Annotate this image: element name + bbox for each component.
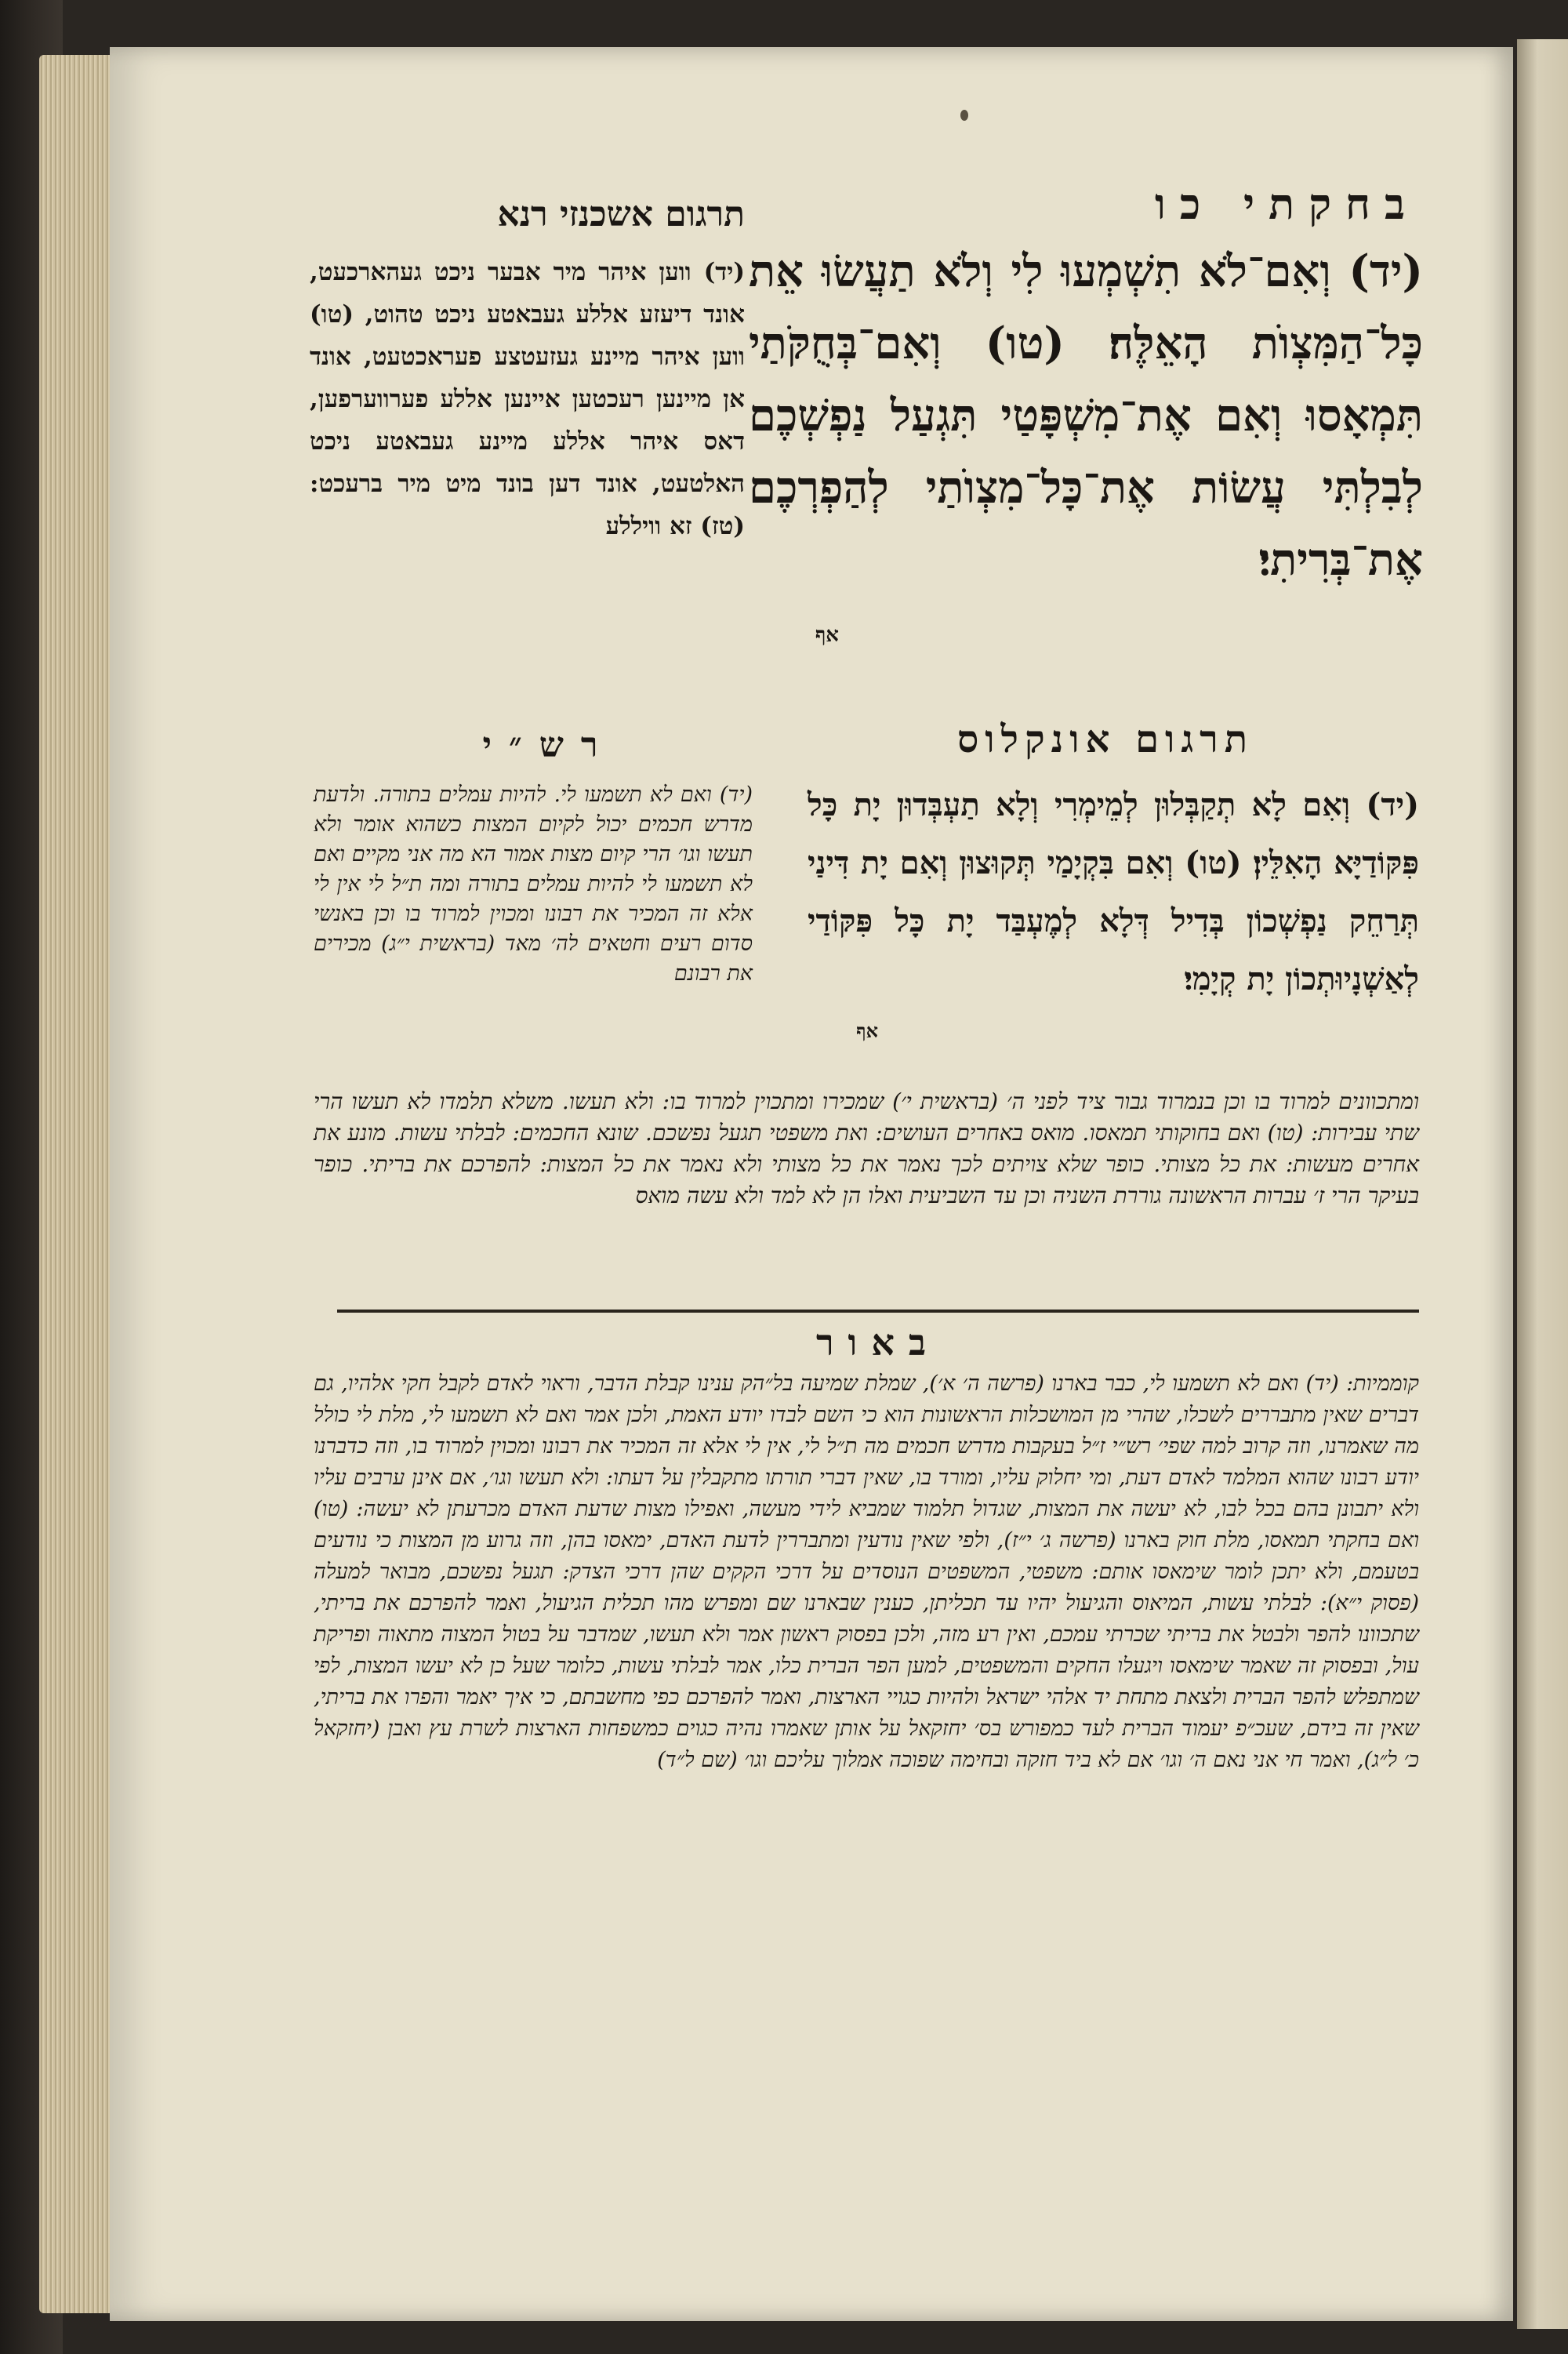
rashi-heading: רש״י bbox=[482, 725, 615, 765]
onkelos-heading: תרגום אונקלוס bbox=[956, 717, 1254, 761]
onkelos-catchword: אף bbox=[856, 1019, 878, 1042]
page-header-targum: תרגום אשכנזי רנא bbox=[497, 194, 745, 234]
section-divider bbox=[337, 1310, 1419, 1313]
onkelos-text: (יד) וְאִם לָא תְקַבְּלוּן לְמֵימְרִי וְלָא תַעְבְּדוּן יָת כָּל פִּקּוֹדַיָּא הָאִלֵּין׃ (טו) וְאִם בִּקְיָמַי תְּקוּצוּן וְאִם יָת דִּינַי תְּרַחֵק נַפְשְׁכוֹן בְּדִיל דְּלָא לְמֶעְבַּד יָת כָּל פִּקּוֹדַי לְאַשְׁנָיוּתְכוֹן יָת קְיָמִי׃ bbox=[808, 786, 1420, 997]
rashi-commentary-bottom: ומתכוונים למרוד בו וכן בנמרוד גבור ציד לפני ה׳ (בראשית י׳) שמכירו ומתכוין למרוד בו: ולא תעשו. משלא תלמדו לא תעשו הרי שתי עבירות: (טו) ואם בחוקותי תמאסו. מואס באחרים העושים: ואת משפטי תגעל נפשכם. שונא החכמים: לבלתי עשות. מונע את אחרים מעשות: את כל מצותי. כופר שלא צויתים לכך נאמר את כל מצותי ולא נאמר את כל המצות: להפרכם את בריתי. כופר בעיקר הרי ז׳ עברות הראשונה גוררת השניה וכן עד השביעית ואלו הן לא למד ולא עשה מואס bbox=[314, 1088, 1419, 1208]
facing-page-edge bbox=[1517, 39, 1568, 2329]
ink-spot bbox=[960, 110, 968, 121]
biur-commentary: קוממיות: (יד) ואם לא תשמעו לי, כבר בארנו (פרשה ה׳ א׳), שמלת שמיעה בל״הק ענינו קבלת הדבר, וראוי לאדם לקבל חקי אלהיו, גם דברים שאין מתבררים לשכלו, שהרי מן המושכלות הראשונות הוא כי השם לבדו יודע האמת, ולכן אמר ואם לא תשמעו לי, מלת לי כולל מה שאמרנו, וזה קרוב למה שפי׳ רש״י ז״ל בעקבות מדרש חכמים מה ת״ל לי, אין לי אלא זה המכיר את רבונו ומכוין למרוד בו, וזה כדברנו יודע רבונו שהוא המלמד לאדם דעת, ומי יחלוק עליו, ומורד בו, שאין דברי תורתו מתקבלין על דעתו: ולא תעשו וגו׳, אם אינן ערבים עליו ולא יתבונן בהם בכל לבו, לא יעשה את המצות, שגדול תלמוד שמביא לידי מעשה, ואפילו מצות שדעת האדם מכרעתן לא יעשה: (טו) ואם בחקתי תמאסו, מלת חוק בארנו (פרשה ג׳ י״ז), ולפי שאין נודעין ומתבררין לדעת האדם, ימאסו בהן, וזה גרוע מן המצות כי נודעים בטעמם, ולא יתכן לומר שימאסו אותם: משפטי, המשפטים הנוסדים על דרכי הקקים שהן דרכי הצדק: תגעל נפשכם, מבואר למעלה (פסוק י״א): לבלתי עשות, המיאוס והגיעול יהיו עד תכליתן, כענין שבארנו שם ומפרש מהו תכלית הגיעול, ואמר להפרכם את בריתי, שתכוונו להפר ולבטל את בריתי שכרתי עמכם, ואין רע מזה, ולכן בפסוק ראשון אמר ולא תעשו, שמדבר על בטול המצוה מתאוה ופריקת עול, ובפסוק זה שאמר שימאסו ויגעלו החקים והמשפטים, למען הפר הברית כלו, אמר לבלתי עשות, כלומר שעל כן לא יעשו המצות, לפי שמתפלש להפר הברית ולצאת מתחת יד אלהי ישראל ולהיות כגויי הארצות, ואמר להפרכם כפי מחשבתם, כי איך יאמר והפרו את בריתי, שאין זה בידם, שעכ״פ יעמוד הברית לעד כמפורש בס׳ יחזקאל על אותן שאמרו נהיה כגוים כמשפחות הארצות לשרת עץ ואבן (יחזקאל כ׳ ל״ג), ואמר חי אני נאם ה׳ וגו׳ אם לא ביד חזקה ובחימה שפוכה אמלוך עליכם וגו׳ (שם ל״ד) bbox=[314, 1371, 1419, 1772]
rashi-commentary-top: (יד) ואם לא תשמעו לי. להיות עמלים בתורה. ולדעת מדרש חכמים יכול לקיום המצות כשהוא אומר ולא תעשו וגו׳ הרי קיום מצות אמור הא מה אני מקיים ואם לא תשמעו לי להיות עמלים בתורה ומה ת״ל לי אין לי אלא זה המכיר את רבונו ומכוין למרוד בו וכן באנשי סדום רעים וחטאים לה׳ מאד (בראשית י״ג) מכירים את רבונם bbox=[314, 783, 753, 986]
biur-heading: באור bbox=[815, 1321, 941, 1364]
hebrew-verse-text: (יד) וְאִם־לֹא תִשְׁמְעוּ לִי וְלֹא תַעֲשׂוּ אֵת כָּל־הַמִּצְוֺת הָאֵלֶּה׃ (טו) וְאִם־בְּחֻקֹּתַי תִּמְאָסוּ וְאִם אֶת־מִשְׁפָּטַי תִּגְעַל נַפְשְׁכֶם לְבִלְתִּי עֲשׂוֹת אֶת־כָּל־מִצְוֺתַי לְהַפְרְכֶם אֶת־בְּרִיתִי׃ bbox=[749, 245, 1423, 586]
page-header-parasha: בחקתי כו bbox=[1155, 179, 1419, 229]
yiddish-translation: (יד) ווען איהר מיר אבער ניכט געהארכעט, אונד דיעזע אללע געבאטע ניכט טהוט, (טו) ווען איהר מיינע געזעטצע פעראכטעט, אונד אן מיינען רעכטען איינען אללע פערווערפען, דאס איהר אללע מיינע געבאטע ניכט האלטעט, אונד דען בונד מיט מיר ברעכט: (טז) זא וויללע bbox=[310, 258, 745, 540]
page-edges bbox=[39, 55, 114, 2313]
verse-catchword: אף bbox=[815, 623, 839, 647]
